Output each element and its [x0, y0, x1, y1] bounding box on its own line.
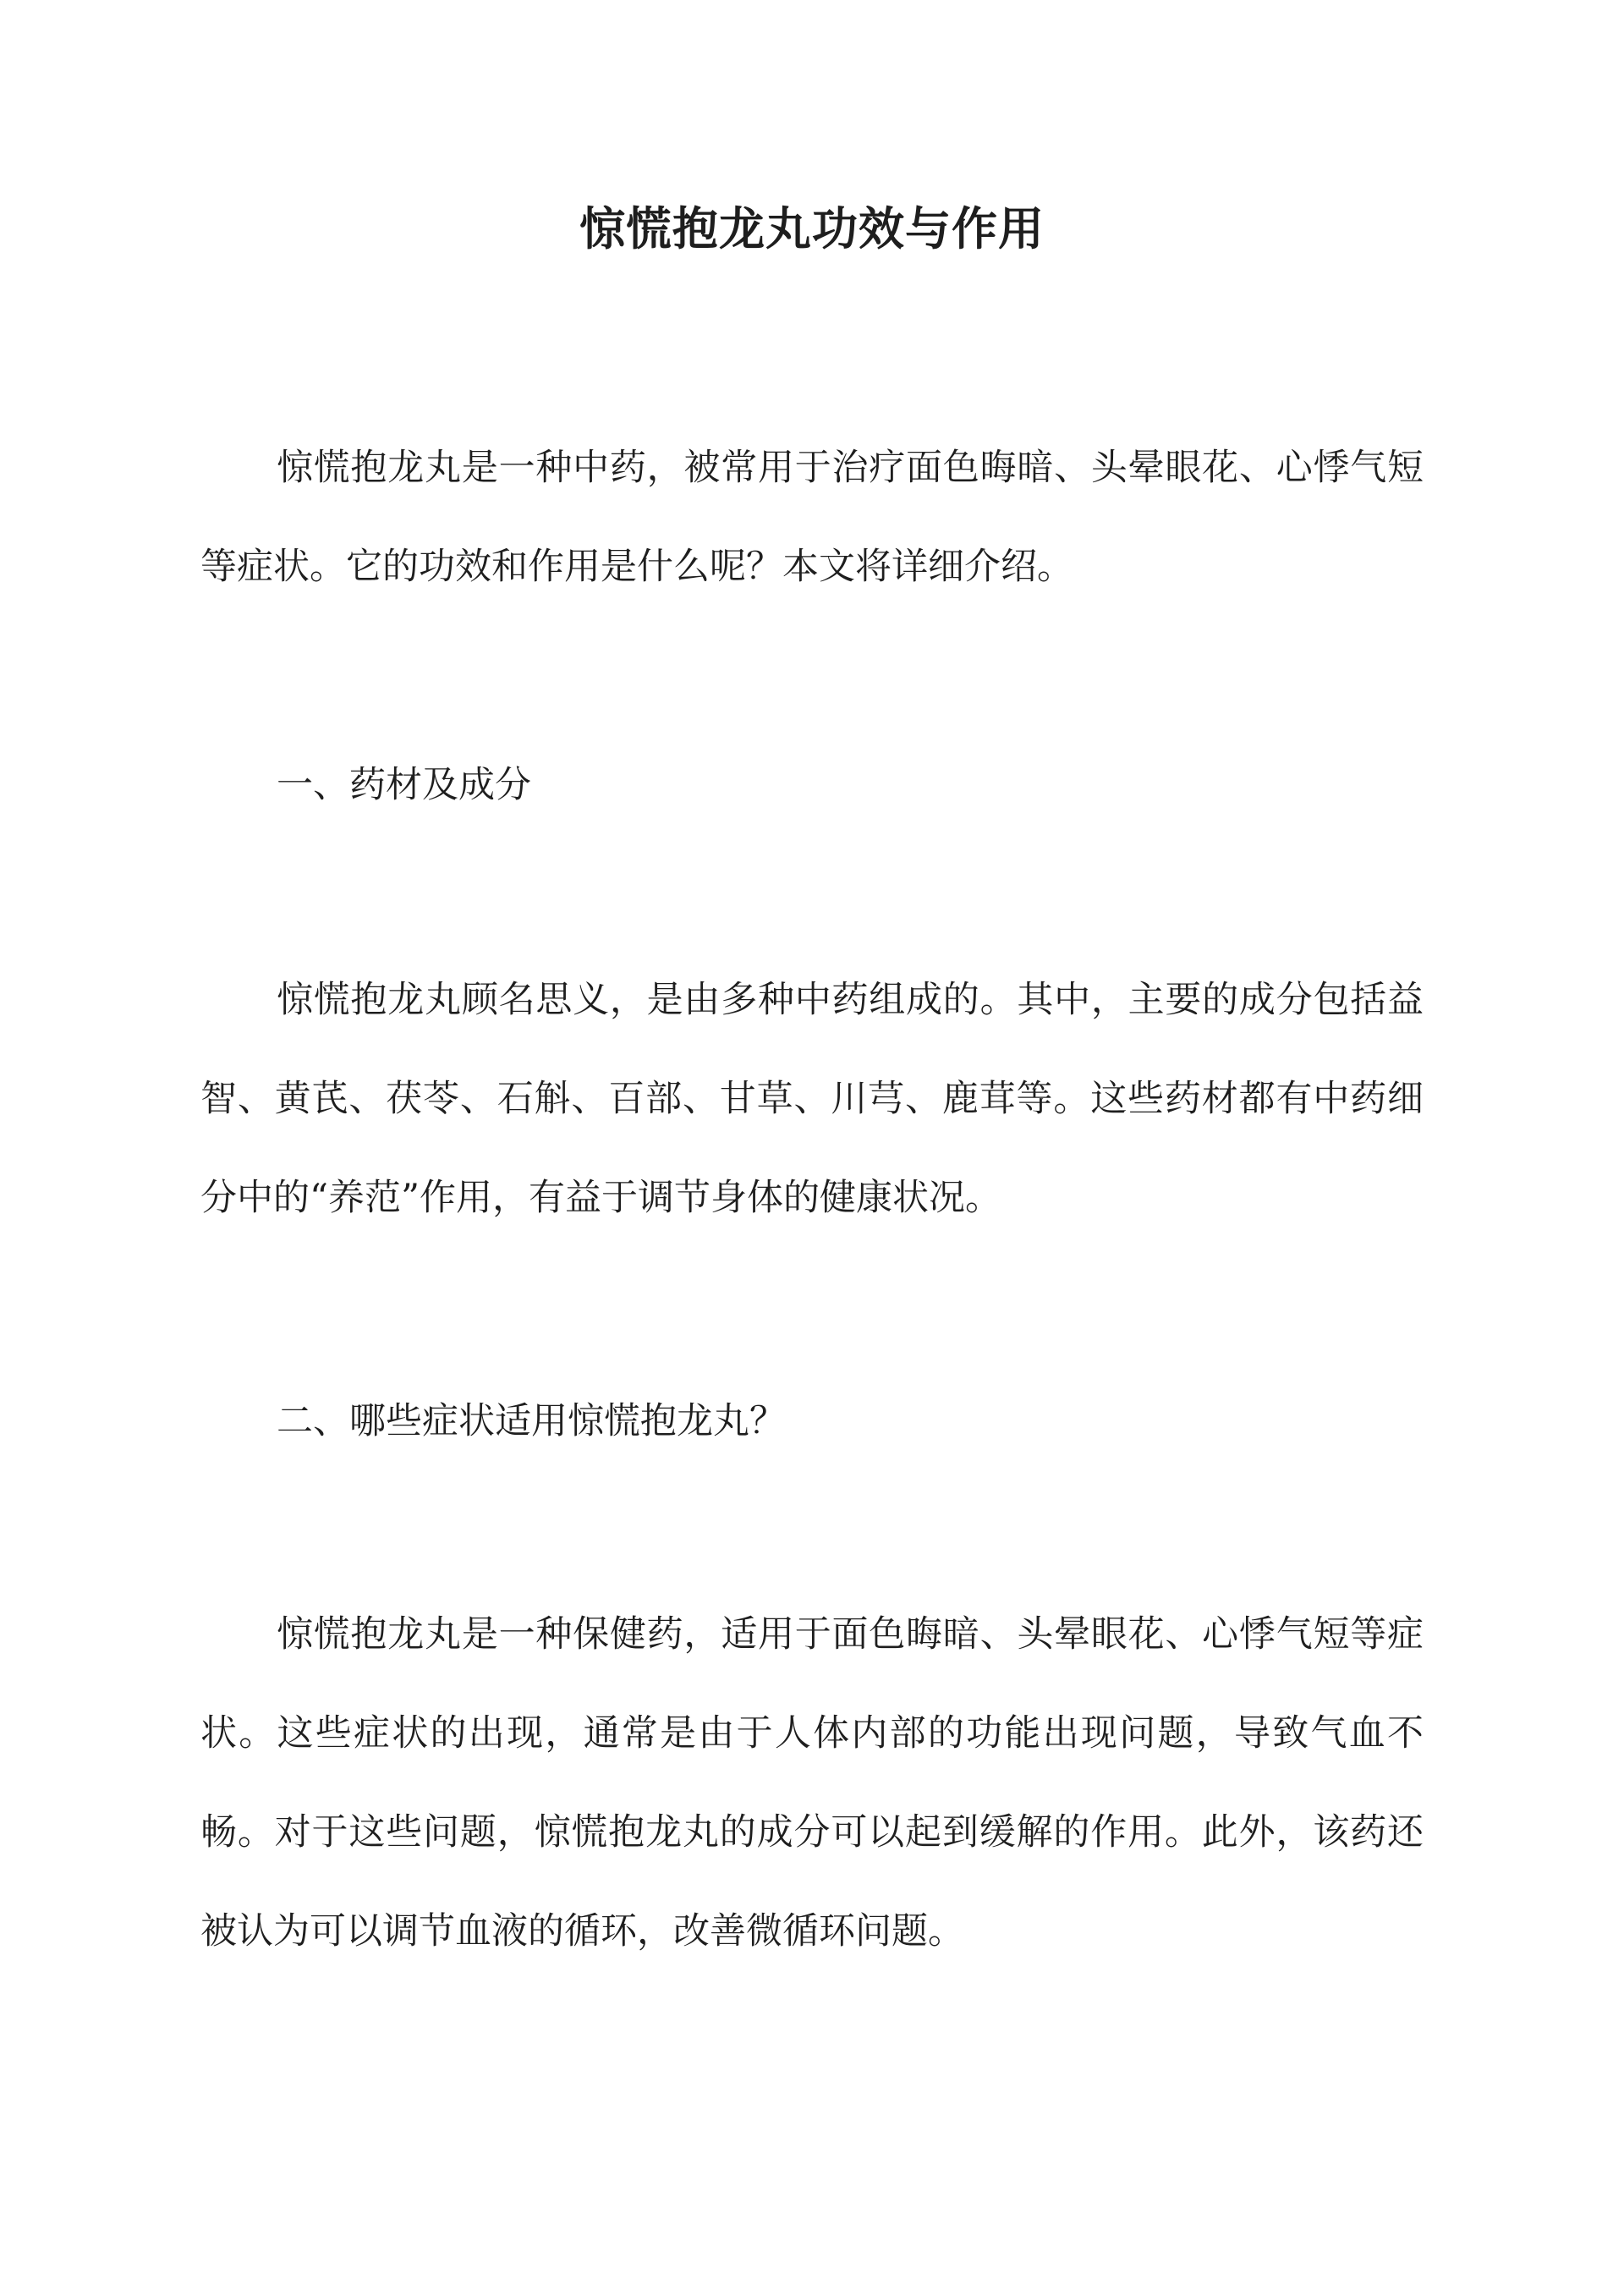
section-body-symptoms: 惊慌抱龙丸是一种保健药，适用于面色晦暗、头晕眼花、心悸气短等症状。这些症状的出现，通常是由于人体内部的功能出现问题，导致气血不畅。对于这些问题，惊慌抱龙丸的成分可以起到缓解的作用。此外，该药还被认为可以调节血液的循环，改善微循环问题。: [200, 1613, 1424, 1953]
document-title: 惊慌抱龙丸功效与作用: [579, 201, 1045, 255]
section-body-ingredients: 惊慌抱龙丸顾名思义，是由多种中药组成的。其中，主要的成分包括益智、黄芪、茯苓、石斛、百部、甘草、川芎、鹿茸等。这些药材都有中药细分中的“养范”作用，有益于调节身体的健康状况。: [200, 979, 1424, 1219]
section-heading-ingredients: 一、药材及成分: [277, 764, 531, 806]
intro-paragraph: 惊慌抱龙丸是一种中药，被常用于治疗面色晦暗、头晕眼花、心悸气短等症状。它的功效和作用是什么呢？本文将详细介绍。: [200, 447, 1424, 588]
section-heading-symptoms: 二、哪些症状适用惊慌抱龙丸？: [277, 1400, 786, 1442]
